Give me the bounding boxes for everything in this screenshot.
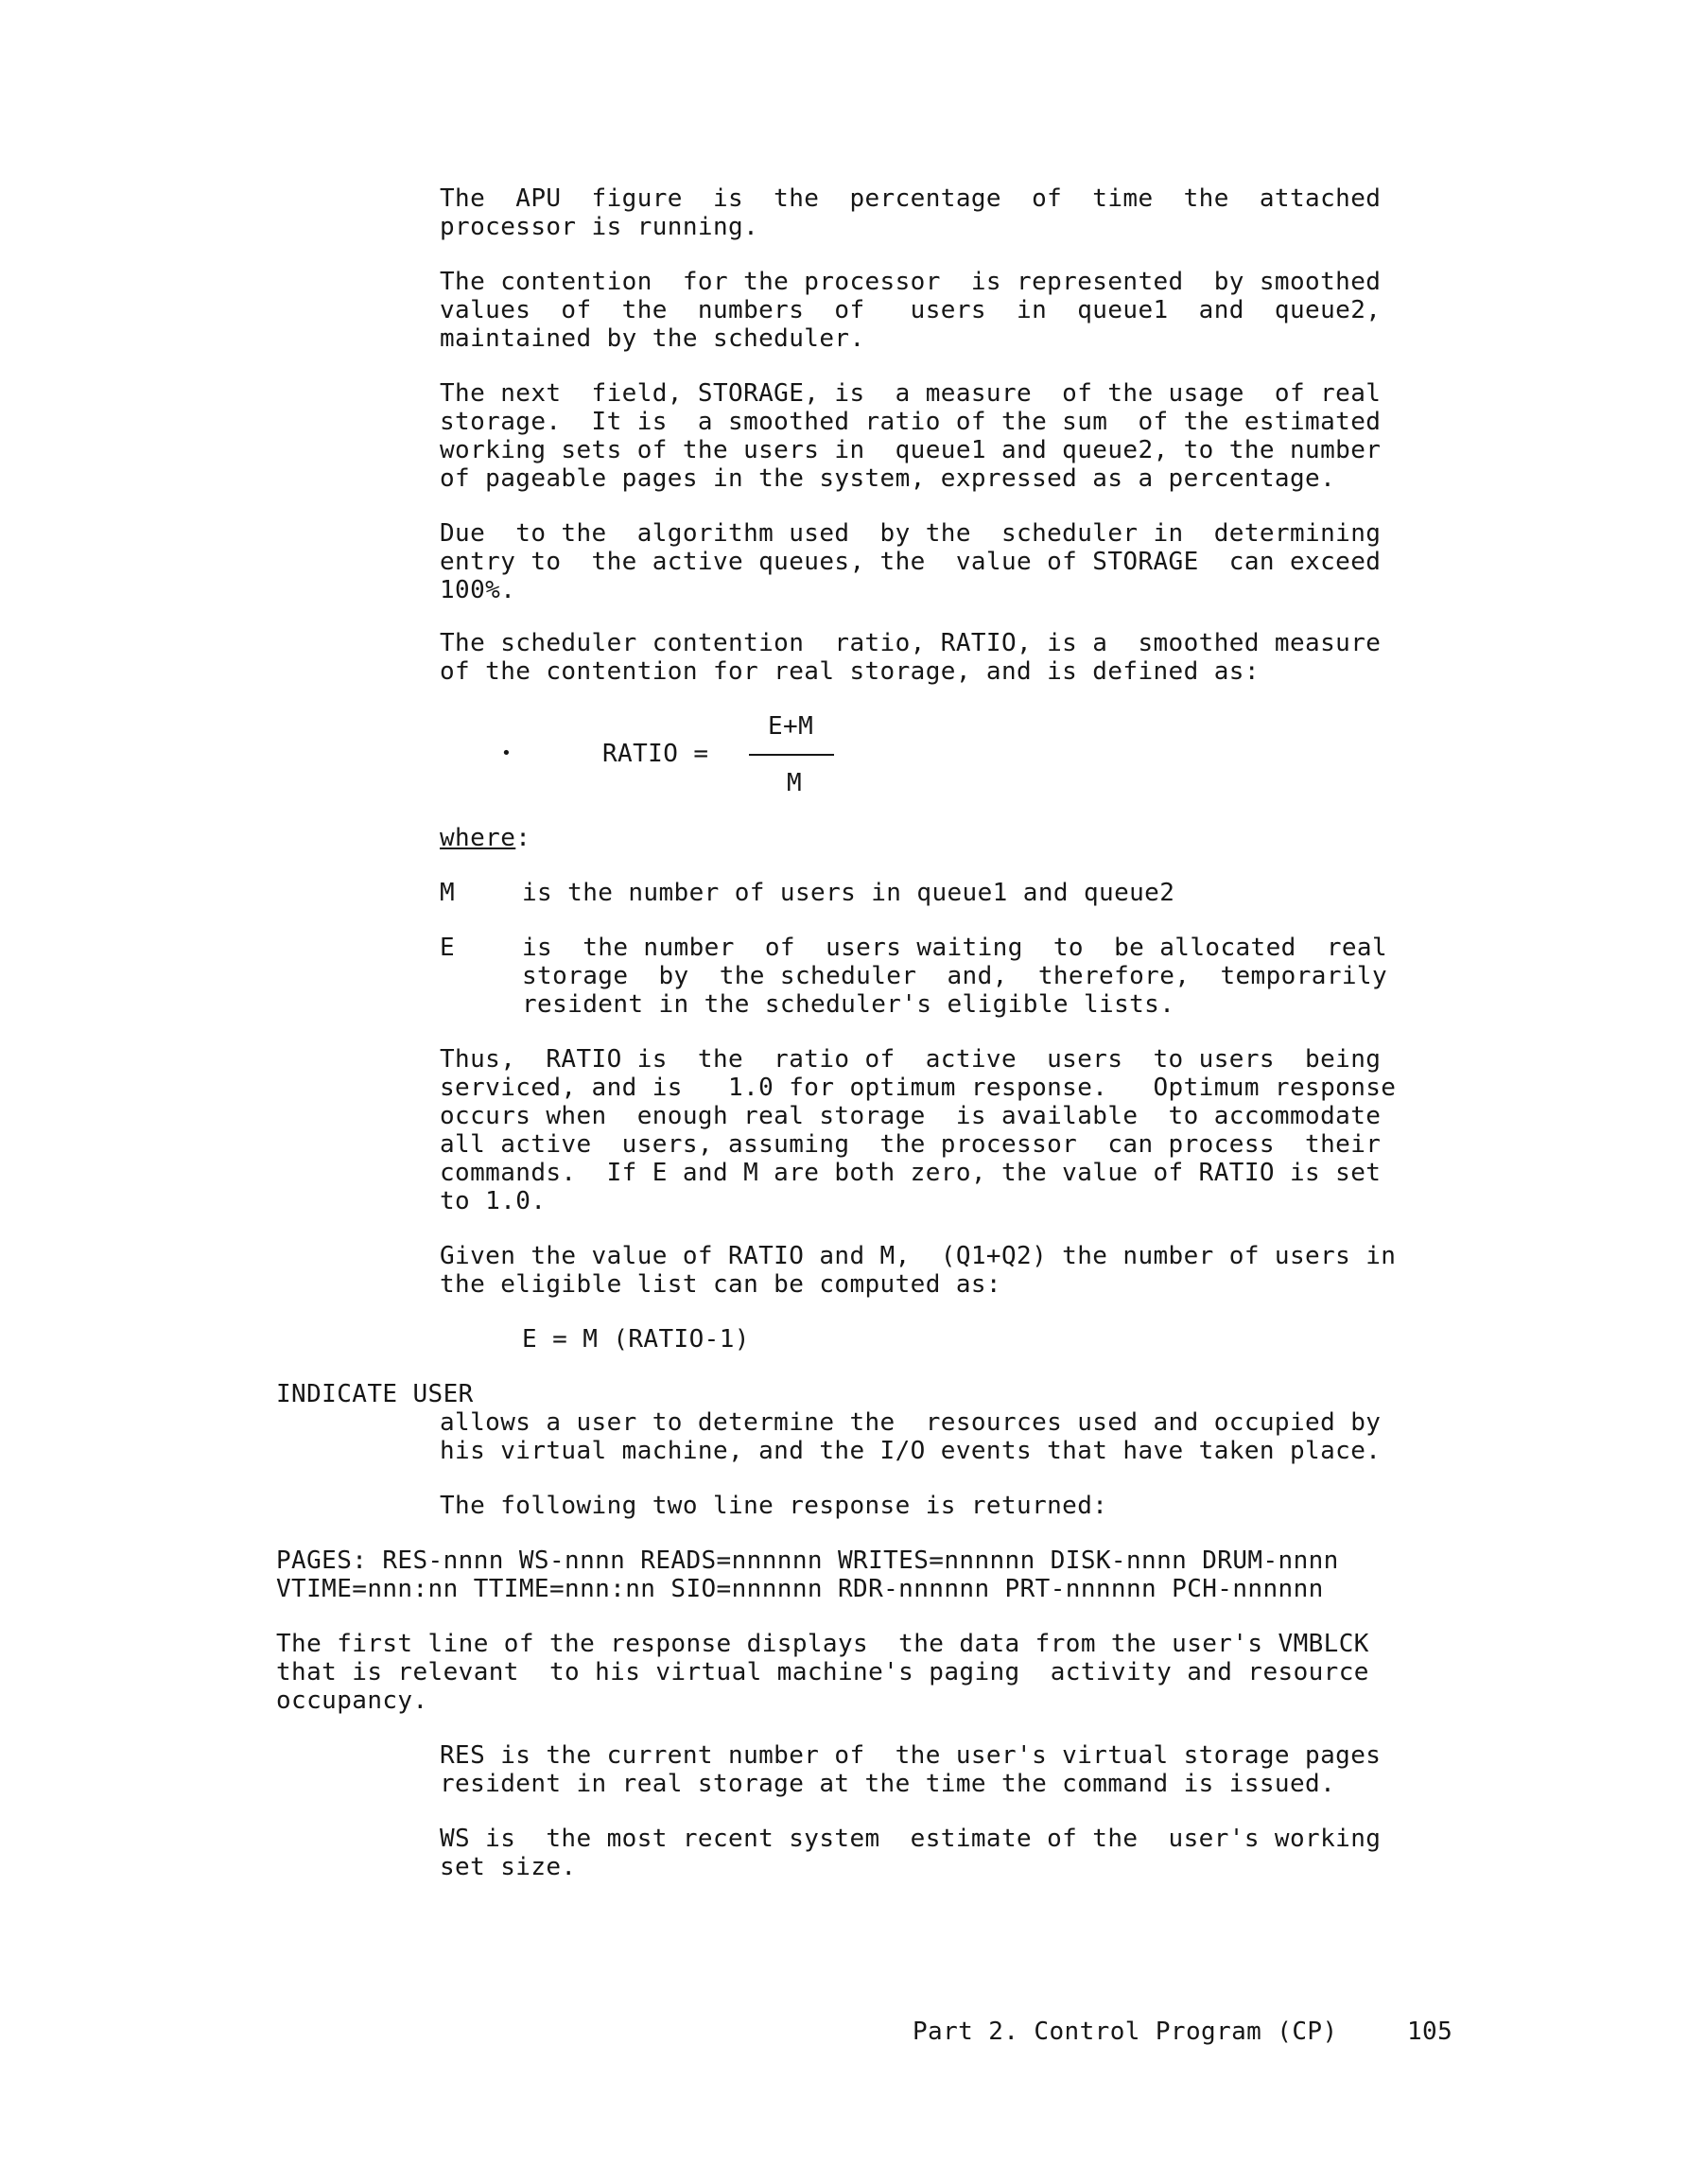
text-line: set size. bbox=[440, 1853, 577, 1881]
text-line: The scheduler contention ratio, RATIO, is a smoothed measure bbox=[440, 629, 1382, 657]
text-line: resident in real storage at the time the command is issued. bbox=[440, 1770, 1336, 1798]
where-colon: : bbox=[515, 824, 531, 852]
text-line: WS is the most recent system estimate of the user's working bbox=[440, 1825, 1382, 1853]
formula-e: E = M (RATIO-1) bbox=[522, 1325, 750, 1354]
text-line: all active users, assuming the processor can process their bbox=[440, 1130, 1382, 1159]
text-line: Due to the algorithm used by the scheduler in determining bbox=[440, 519, 1382, 548]
text-line: serviced, and is 1.0 for optimum response. Optimum response bbox=[440, 1074, 1397, 1102]
text-line: Given the value of RATIO and M, (Q1+Q2) the number of users in bbox=[440, 1242, 1397, 1270]
definition-term: E bbox=[440, 934, 456, 962]
formula-denominator: M bbox=[787, 769, 803, 797]
bullet-icon: • bbox=[501, 743, 513, 763]
text-line: allows a user to determine the resources used and occupied by bbox=[440, 1408, 1382, 1437]
definition-term: M bbox=[440, 879, 456, 907]
page-number: 105 bbox=[1407, 2018, 1453, 2046]
response-line: PAGES: RES-nnnn WS-nnnn READS=nnnnnn WRITES=nnnnnn DISK-nnnn DRUM-nnnn bbox=[276, 1546, 1339, 1575]
formula-numerator: E+M bbox=[768, 712, 814, 741]
text-line: working sets of the users in queue1 and queue2, to the number bbox=[440, 436, 1382, 464]
text-line: processor is running. bbox=[440, 213, 759, 241]
text-line: of pageable pages in the system, expressed as a percentage. bbox=[440, 464, 1336, 493]
definition-text: resident in the scheduler's eligible lists. bbox=[522, 990, 1175, 1019]
text-line: that is relevant to his virtual machine's paging activity and resource bbox=[276, 1658, 1369, 1686]
text-line: occupancy. bbox=[276, 1686, 428, 1715]
section-heading: INDICATE USER bbox=[276, 1380, 474, 1408]
text-line: The first line of the response displays the data from the user's VMBLCK bbox=[276, 1630, 1369, 1658]
definition-text: is the number of users in queue1 and queue2 bbox=[522, 879, 1175, 907]
text-line: Thus, RATIO is the ratio of active users to users being bbox=[440, 1045, 1382, 1074]
text-line: entry to the active queues, the value of STORAGE can exceed bbox=[440, 548, 1382, 576]
footer-title: Part 2. Control Program (CP) bbox=[913, 2018, 1338, 2046]
text-line: 100%. bbox=[440, 576, 516, 604]
text-line: commands. If E and M are both zero, the value of RATIO is set bbox=[440, 1159, 1382, 1187]
formula-lhs: RATIO = bbox=[602, 740, 709, 768]
fraction-bar bbox=[749, 754, 834, 756]
definition-text: is the number of users waiting to be allocated real bbox=[522, 934, 1388, 962]
text-line: his virtual machine, and the I/O events that have taken place. bbox=[440, 1437, 1382, 1465]
text-line: RES is the current number of the user's virtual storage pages bbox=[440, 1741, 1382, 1770]
text-line: maintained by the scheduler. bbox=[440, 324, 865, 353]
text-line: The following two line response is returned: bbox=[440, 1492, 1108, 1520]
text-line: The APU figure is the percentage of time the attached bbox=[440, 184, 1382, 213]
text-line: values of the numbers of users in queue1 and queue2, bbox=[440, 296, 1382, 324]
text-line: The contention for the processor is represented by smoothed bbox=[440, 268, 1382, 296]
text-line: occurs when enough real storage is available to accommodate bbox=[440, 1102, 1382, 1130]
text-line: storage. It is a smoothed ratio of the sum of the estimated bbox=[440, 408, 1382, 436]
where-label bbox=[440, 824, 530, 852]
text-line: to 1.0. bbox=[440, 1187, 547, 1215]
text-line: the eligible list can be computed as: bbox=[440, 1270, 1001, 1299]
text-line: of the contention for real storage, and is defined as: bbox=[440, 657, 1260, 686]
where-word: where bbox=[440, 824, 516, 852]
response-line: VTIME=nnn:nn TTIME=nnn:nn SIO=nnnnnn RDR-nnnnnn PRT-nnnnnn PCH-nnnnnn bbox=[276, 1575, 1324, 1603]
text-line: The next field, STORAGE, is a measure of the usage of real bbox=[440, 379, 1382, 408]
definition-text: storage by the scheduler and, therefore, temporarily bbox=[522, 962, 1388, 990]
